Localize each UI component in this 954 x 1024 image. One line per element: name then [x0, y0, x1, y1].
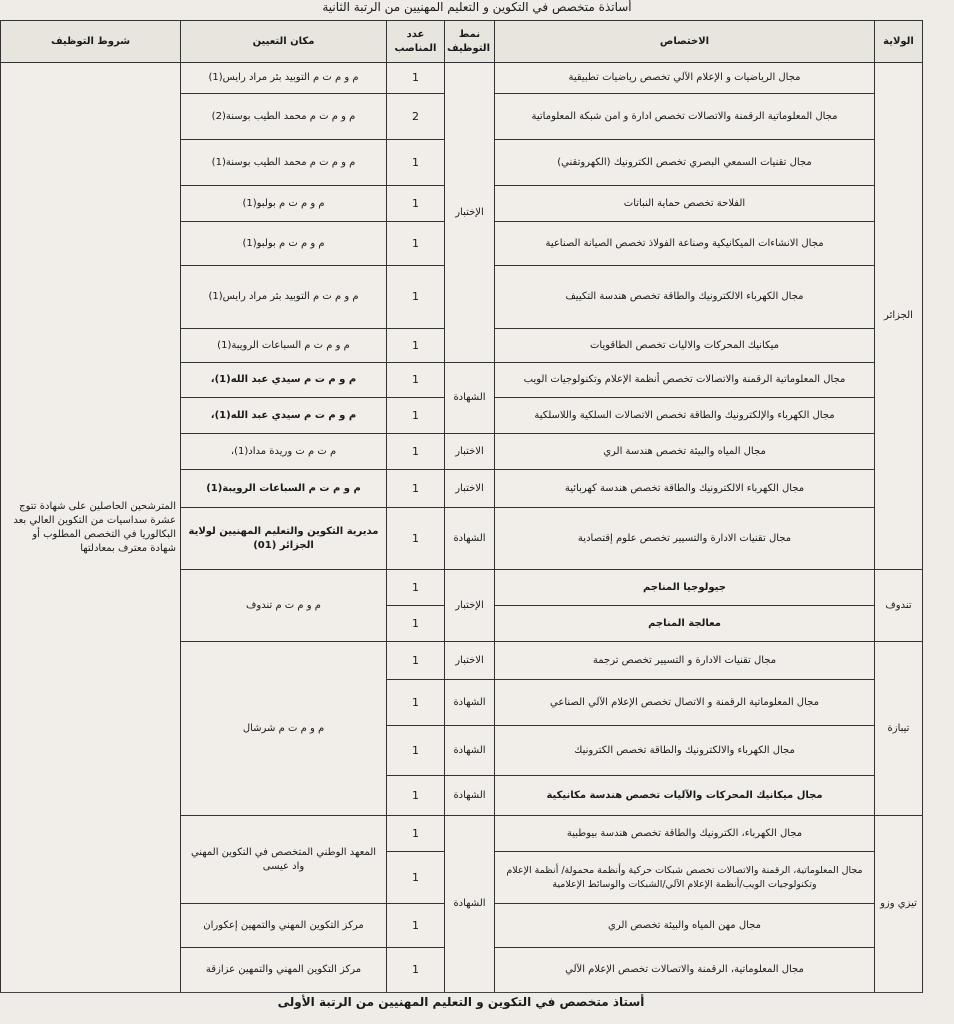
count-cell: 1 — [387, 329, 445, 363]
place-cell: م و م ت م السباعات الرويبة(1) — [181, 329, 387, 363]
count-cell: 1 — [387, 398, 445, 434]
place-cell: م و م ت م شرشال — [181, 642, 387, 816]
mode-cell: الإختبار — [445, 570, 495, 642]
specialty-cell: مجال الكهرباء، الكترونيك والطاقة تخصص هندسة بيوطبية — [495, 816, 875, 852]
count-cell: 1 — [387, 776, 445, 816]
count-cell: 1 — [387, 434, 445, 470]
specialty-cell: مجال تقنيات الادارة والتسيير تخصص علوم إقتصادية — [495, 508, 875, 570]
mode-cell: الإختبار — [445, 63, 495, 363]
mode-cell: الاختبار — [445, 470, 495, 508]
specialty-cell: مجال ميكانيك المحركات والآليات تخصص هندسة مكانيكية — [495, 776, 875, 816]
count-cell: 1 — [387, 642, 445, 680]
header-count: عدد المناصب — [387, 21, 445, 63]
specialty-cell: مجال الانشاءات الميكانيكية وصناعة الفولاذ تخصص الصيانة الصناعية — [495, 222, 875, 266]
place-cell: م و م ت م بولبو(1) — [181, 222, 387, 266]
recruitment-table — [0, 20, 923, 993]
mode-cell: الشهادة — [445, 816, 495, 993]
place-cell: م و م ت م سيدي عبد الله(1)، — [181, 398, 387, 434]
count-cell: 1 — [387, 570, 445, 606]
count-cell: 1 — [387, 222, 445, 266]
specialty-cell: ميكانيك المحركات والاليات تخصص الطاقويات — [495, 329, 875, 363]
place-cell: م ت م ت وريدة مداد(1)، — [181, 434, 387, 470]
mode-cell: الاختبار — [445, 642, 495, 680]
mode-cell: الشهادة — [445, 726, 495, 776]
specialty-cell: مجال مهن المياه والبيئة تخصص الري — [495, 904, 875, 948]
mode-cell: الاختبار — [445, 434, 495, 470]
place-cell: مركز التكوين المهني والتمهين عزازقة — [181, 948, 387, 993]
wilaya-cell: تيبازة — [875, 642, 923, 816]
header-wilaya: الولاية — [875, 21, 923, 63]
place-cell: مديرية التكوين والتعليم المهنيين لولاية الجزائر (01) — [181, 508, 387, 570]
specialty-cell: مجال الكهرباء والالكترونيك والطاقة تخصص الكترونيك — [495, 726, 875, 776]
header-mode: نمط التوظيف — [445, 21, 495, 63]
specialty-cell: مجال الكهرباء والإلكترونيك والطاقة تخصص الاتصالات السلكية واللاسلكية — [495, 398, 875, 434]
specialty-cell: الفلاحة تخصص حماية النباتات — [495, 186, 875, 222]
count-cell: 1 — [387, 852, 445, 904]
place-cell: م و م ت م سيدي عبد الله(1)، — [181, 363, 387, 398]
count-cell: 1 — [387, 680, 445, 726]
place-cell: المعهد الوطني المتخصص في التكوين المهني واد عيسى — [181, 816, 387, 904]
mode-cell: الشهادة — [445, 776, 495, 816]
count-cell: 1 — [387, 948, 445, 993]
mode-cell: الشهادة — [445, 508, 495, 570]
place-cell: م و م ت م محمد الطيب بوسنة(2) — [181, 94, 387, 140]
bottom-caption: أستاذ متخصص في التكوين و التعليم المهنيين من الرتبة الأولى — [0, 992, 922, 1021]
count-cell: 1 — [387, 904, 445, 948]
top-caption: أساتذة متخصص في التكوين و التعليم المهنيين من الرتبة الثانية — [322, 0, 632, 14]
specialty-cell: مجال المعلوماتية، الرقمنة والاتصالات تخصص شبكات حركية وأنظمة محمولة/ أنظمة الإعلام وتكنولوجيات الويب/أنظمة الإعلام الآلي/الشبكات والوسائط الإعلامية — [495, 852, 875, 904]
specialty-cell: مجال تقنيات السمعي البصري تخصص الكترونيك (الكهروتقني) — [495, 140, 875, 186]
table-row — [1, 63, 923, 94]
specialty-cell: مجال المعلوماتية الرقمنة و الاتصال تخصص الإعلام الآلي الصناعي — [495, 680, 875, 726]
mode-cell: الشهادة — [445, 363, 495, 434]
specialty-cell: مجال المياه والبيئة تخصص هندسة الري — [495, 434, 875, 470]
place-cell: م و م ت م السباعات الرويبة(1) — [181, 470, 387, 508]
specialty-cell: مجال المعلوماتية الرقمنة والاتصالات تخصص أنظمة الإعلام وتكنولوجيات الويب — [495, 363, 875, 398]
count-cell: 1 — [387, 363, 445, 398]
specialty-cell: جيولوجيا المناجم — [495, 570, 875, 606]
place-cell: م و م ت م بولبو(1) — [181, 186, 387, 222]
place-cell: م و م ت م تندوف — [181, 570, 387, 642]
header-conditions: شروط التوظيف — [1, 21, 181, 63]
specialty-cell: مجال المعلوماتية، الرقمنة والاتصالات تخصص الإعلام الآلي — [495, 948, 875, 993]
count-cell: 1 — [387, 726, 445, 776]
count-cell: 1 — [387, 816, 445, 852]
specialty-cell: مجال تقنيات الادارة و التسيير تخصص ترجمة — [495, 642, 875, 680]
specialty-cell: معالجة المناجم — [495, 606, 875, 642]
count-cell: 1 — [387, 140, 445, 186]
wilaya-cell: تندوف — [875, 570, 923, 642]
count-cell: 1 — [387, 63, 445, 94]
place-cell: م و م ت م التوبيد بئر مراد رايس(1) — [181, 266, 387, 329]
count-cell: 1 — [387, 470, 445, 508]
conditions-cell: المترشحين الحاصلين على شهادة تتوج عشرة سداسيات من التكوين العالي بعد البكالوريا في التخصص المطلوب أو شهادة معترف بمعادلتها — [1, 63, 181, 993]
specialty-cell: مجال الرياضيات و الإعلام الآلي تخصص رياضيات تطبيقية — [495, 63, 875, 94]
specialty-cell: مجال الكهرباء الالكترونيك والطاقة تخصص هندسة التكييف — [495, 266, 875, 329]
place-cell: م و م ت م التوبيد بئر مراد رايس(1) — [181, 63, 387, 94]
count-cell: 1 — [387, 186, 445, 222]
place-cell: مركز التكوين المهني والتمهين إعكوران — [181, 904, 387, 948]
table-header-row — [1, 21, 923, 63]
header-place: مكان التعيين — [181, 21, 387, 63]
place-cell: م و م ت م محمد الطيب بوسنة(1) — [181, 140, 387, 186]
count-cell: 2 — [387, 94, 445, 140]
specialty-cell: مجال الكهرباء الالكترونيك والطاقة تخصص هندسة كهربائية — [495, 470, 875, 508]
count-cell: 1 — [387, 606, 445, 642]
wilaya-cell: تيزي وزو — [875, 816, 923, 993]
header-specialty: الاختصاص — [495, 21, 875, 63]
specialty-cell: مجال المعلوماتية الرقمنة والاتصالات تخصص ادارة و امن شبكة المعلوماتية — [495, 94, 875, 140]
count-cell: 1 — [387, 508, 445, 570]
count-cell: 1 — [387, 266, 445, 329]
mode-cell: الشهادة — [445, 680, 495, 726]
wilaya-cell: الجزائر — [875, 63, 923, 570]
